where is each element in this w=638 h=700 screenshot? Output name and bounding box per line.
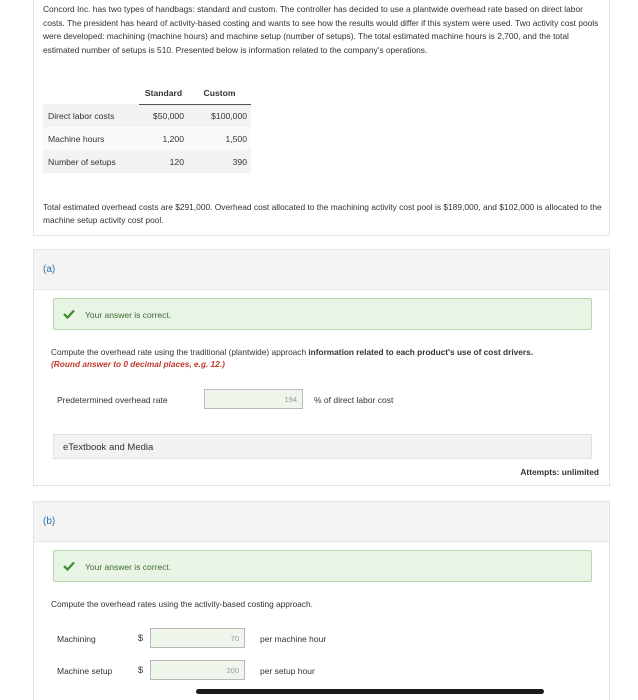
- instruction-text: Compute the overhead rate using the traditional (plantwide) approach: [51, 347, 309, 357]
- checkmark-icon: [63, 561, 75, 571]
- cell-custom: 390: [232, 156, 247, 167]
- table-row: [43, 104, 251, 127]
- row-label: Machine hours: [48, 133, 105, 144]
- part-b-header: [34, 502, 609, 542]
- etextbook-label: eTextbook and Media: [63, 442, 154, 453]
- predetermined-rate-label: Predetermined overhead rate: [57, 395, 168, 405]
- question-card: [33, 0, 610, 236]
- row-label: Number of setups: [48, 156, 116, 167]
- machine-setup-label: Machine setup: [57, 666, 113, 676]
- horizontal-scrollbar[interactable]: [196, 689, 544, 694]
- column-header-custom: Custom: [188, 83, 251, 104]
- checkmark-icon: [63, 309, 75, 319]
- part-a-card: [33, 249, 610, 486]
- part-b-letter: (b): [43, 516, 56, 527]
- currency-symbol: $: [138, 665, 144, 675]
- part-a-correct-banner: [53, 298, 592, 330]
- part-a-instruction: [51, 346, 533, 358]
- cell-standard: 1,200: [162, 133, 184, 144]
- table-row: [43, 150, 251, 173]
- row-label: Direct labor costs: [48, 110, 115, 121]
- part-b-card: [33, 501, 610, 700]
- part-b-instruction: Compute the overhead rates using the activity-based costing approach.: [51, 599, 313, 609]
- predetermined-rate-unit: % of direct labor cost: [314, 395, 394, 405]
- cell-standard: $50,000: [152, 110, 184, 121]
- predetermined-rate-input[interactable]: 194: [204, 389, 303, 409]
- overhead-note: Total estimated overhead costs are $291,000. Overhead cost allocated to the machining activity cost pool is $189,000, and $102,000 is allocated to the machine setup activity cost pool.: [43, 202, 602, 225]
- machining-label: Machining: [57, 634, 96, 644]
- machining-rate-input[interactable]: 70: [150, 628, 245, 648]
- cell-custom: $100,000: [211, 110, 247, 121]
- part-a-status: Your answer is correct.: [85, 310, 172, 320]
- problem-statement: Concord Inc. has two types of handbags: standard and custom. The controller has decided to use a plantwide overhead rate based on direct labor costs. The president has heard of activity-based costing and wants to see how the results would differ if this system were used. Two activity cost pools were developed: machining (machine hours) and machine setup (number of setups). The total estimated machine hours is 2,700, and the total estimated number of setups is 510. Presented below is information related to the company's operations.: [43, 4, 599, 55]
- machining-unit: per machine hour: [260, 634, 327, 644]
- table-row: [43, 127, 251, 150]
- cell-custom: 1,500: [225, 133, 247, 144]
- part-b-correct-banner: [53, 550, 592, 582]
- machine-setup-unit: per setup hour: [260, 666, 315, 676]
- product-data-table: [43, 83, 251, 173]
- column-header-standard: Standard: [139, 83, 188, 104]
- etextbook-media-link[interactable]: [53, 434, 592, 459]
- part-a-header: [34, 250, 609, 290]
- attempts-label: Attempts: unlimited: [520, 467, 599, 477]
- currency-symbol: $: [138, 633, 144, 643]
- part-a-letter: (a): [43, 264, 56, 275]
- table-corner: [43, 83, 139, 104]
- round-note: (Round answer to 0 decimal places, e.g. 12.): [51, 359, 225, 369]
- machine-setup-rate-input[interactable]: 200: [150, 660, 245, 680]
- instruction-bold: information related to each product's use of cost drivers.: [308, 347, 534, 357]
- part-b-status: Your answer is correct.: [85, 562, 172, 572]
- cell-standard: 120: [169, 156, 184, 167]
